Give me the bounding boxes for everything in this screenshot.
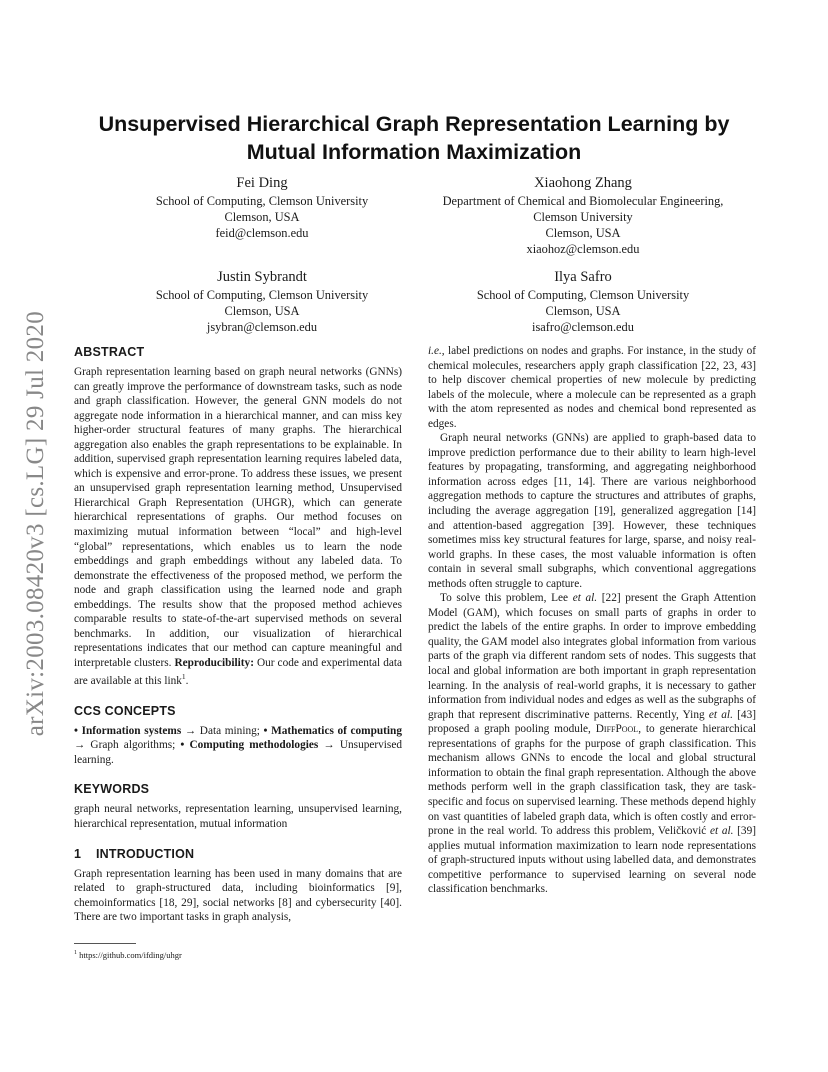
intro-paragraph: Graph representation learning has been used in many domains that are related to graph-structured data, including bioinformatics [9], chemoinformatics [18, 29], social networks [8] and cybersecurity [40]. There are two important tasks in graph analysis, xyxy=(74,867,402,924)
author-affiliation: School of Computing, Clemson University xyxy=(476,288,690,302)
author-block xyxy=(420,174,746,257)
author-name: Justin Sybrandt xyxy=(217,269,307,285)
intro-paragraph: i.e., label predictions on nodes and graphs. For instance, in the study of chemical molecules, researchers apply graph classification [22, 23, 43] to help discover chemical properties of new molecule by predicting labels of the molecule, where a molecule can be represented as a graph with the atom represented as nodes and chemical bond represented as edges. xyxy=(428,345,756,430)
author-affiliation: School of Computing, Clemson University xyxy=(155,288,369,302)
author-affiliation: Department of Chemical and Biomolecular Engineering, xyxy=(442,194,724,208)
footnote-rule xyxy=(74,943,136,944)
footnote-number: 1 xyxy=(74,950,77,956)
abstract-heading: ABSTRACT xyxy=(74,345,145,359)
section-title: INTRODUCTION xyxy=(96,846,195,861)
author-email: jsybran@clemson.edu xyxy=(206,320,318,334)
left-column xyxy=(74,344,402,925)
ccs-heading: CCS CONCEPTS xyxy=(74,703,176,718)
author-email: isafro@clemson.edu xyxy=(532,320,634,334)
paper-title xyxy=(74,110,754,166)
diffpool-name: DiffPool xyxy=(595,723,639,736)
right-column xyxy=(428,344,756,897)
intro-paragraph: Graph neural networks (GNNs) are applied to graph-based data to improve prediction performance due to their ability to learn high-level features by propagating, transforming, and aggregating neighborhood information across edges [11, 14]. There are various neighborhood aggregation methods to capture the structures and attributes of graphs, including the average aggregation [19], generalized aggregation [14] and attention-based aggregation [39]. However, these techniques sometimes miss key structural features for large, sparse, and noisy real-world graphs. In these cases, the most valuable information is often contain in several small subgraphs, which conventional aggregations methods often struggle to capture. xyxy=(428,432,756,590)
title-line: Unsupervised Hierarchical Graph Representation Learning by xyxy=(98,112,730,136)
author-block xyxy=(420,268,746,335)
author-email: feid@clemson.edu xyxy=(215,226,309,240)
reproducibility-label: Reproducibility: xyxy=(174,656,254,669)
author-affiliation: School of Computing, Clemson University xyxy=(155,194,369,208)
abstract-text: Graph representation learning based on graph neural networks (GNNs) can greatly improve the performance of downstream tasks, such as node and graph classification. However, the general GNN models do not aggregate node information in a hierarchical manner, and can miss key higher-order structural features of many graphs. The hierarchical aggregation also enables the graph representations to be explainable. In addition, supervised graph representation learning requires labeled data, which is expensive and error-prone. To address these issues, we present an unsupervised graph representation learning method, Unsupervised Hierarchical Graph Representation (UHGR), which can generate hierarchical representations of graphs. Our method focuses on maximizing mutual information between “local” and high-level “global” representations, which enables us to learn the node embeddings and graph embeddings without any labeled data. To demonstrate the effectiveness of the proposed method, we perform the node and graph classification using the learned node and graph embeddings. The results show that the proposed method achieves comparable results to state-of-the-art supervised methods on several benchmarks. In addition, our visualization of hierarchical representations indicates that our method can capture meaningful and interpretable clusters. Reproducibility: Our code and experimental data are available at this link$^1$. xyxy=(74,366,403,688)
author-location: Clemson, USA xyxy=(224,304,300,318)
author-name: Xiaohong Zhang xyxy=(534,175,632,191)
ccs-text: • Information systems → Data mining; • Mathematics of computing → Graph algorithms; • Computing methodologies → Unsupervised learning. xyxy=(74,724,402,766)
author-name: Fei Ding xyxy=(236,175,288,191)
section-number: 1 xyxy=(74,846,82,861)
introduction-heading xyxy=(74,846,402,862)
author-location: Clemson, USA xyxy=(545,226,621,240)
author-block xyxy=(102,268,422,335)
arxiv-stamp-text: arXiv:2003.08420v3 [cs.LG] 29 Jul 2020 xyxy=(22,311,49,737)
keywords-heading: KEYWORDS xyxy=(74,782,150,797)
title-line: Mutual Information Maximization xyxy=(246,140,582,164)
author-name: Ilya Safro xyxy=(554,269,612,285)
author-location: Clemson, USA xyxy=(545,304,621,318)
footnote-link[interactable]: https://github.com/ifding/uhgr xyxy=(77,949,182,960)
author-email: xiaohoz@clemson.edu xyxy=(526,242,640,256)
author-location: Clemson, USA xyxy=(224,210,300,224)
author-affiliation: Clemson University xyxy=(533,210,633,224)
author-block xyxy=(102,174,422,241)
footnote xyxy=(74,948,182,961)
keywords-text: graph neural networks, representation learning, unsupervised learning, hierarchical representation, mutual information xyxy=(74,803,402,830)
method-acronym: UHGR xyxy=(255,496,288,509)
footnote-mark[interactable]: 1 xyxy=(181,672,186,682)
intro-paragraph: To solve this problem, Lee et al. [22] present the Graph Attention Model (GAM), which focuses on small parts of graphs in order to predict the labels of the entire graphs. In order to improve embedding quality, the GAM model also integrates global information from various parts of the graph via different random sets of nodes. This suggests that local and global information are both important in graph representation learning. In the analysis of real-world graphs, it is necessary to gather information from individual nodes and edges as well as the subgraphs of graph that represent discriminative patterns. Recently, Ying et al. [43] proposed a graph pooling module, DiffPool, to generate hierarchical representations of graphs for the purpose of graph classification. This mechanism allows GNNs to encode the local and global structural information to obtain the final graph representation. Although the above methods perform well in the graph classification task, they are task-specific and focus on supervised learning. These methods depend highly on vast quantities of labeled graph data, which is often costly and error-prone in the real world. To address this problem, Veličković et al. [39] applies mutual information maximization to learn node representations of graph-structured inputs without using labelled data, and demonstrates competitive performance to supervised learning on several node classification benchmarks. xyxy=(428,592,756,896)
arxiv-stamp xyxy=(20,296,52,752)
